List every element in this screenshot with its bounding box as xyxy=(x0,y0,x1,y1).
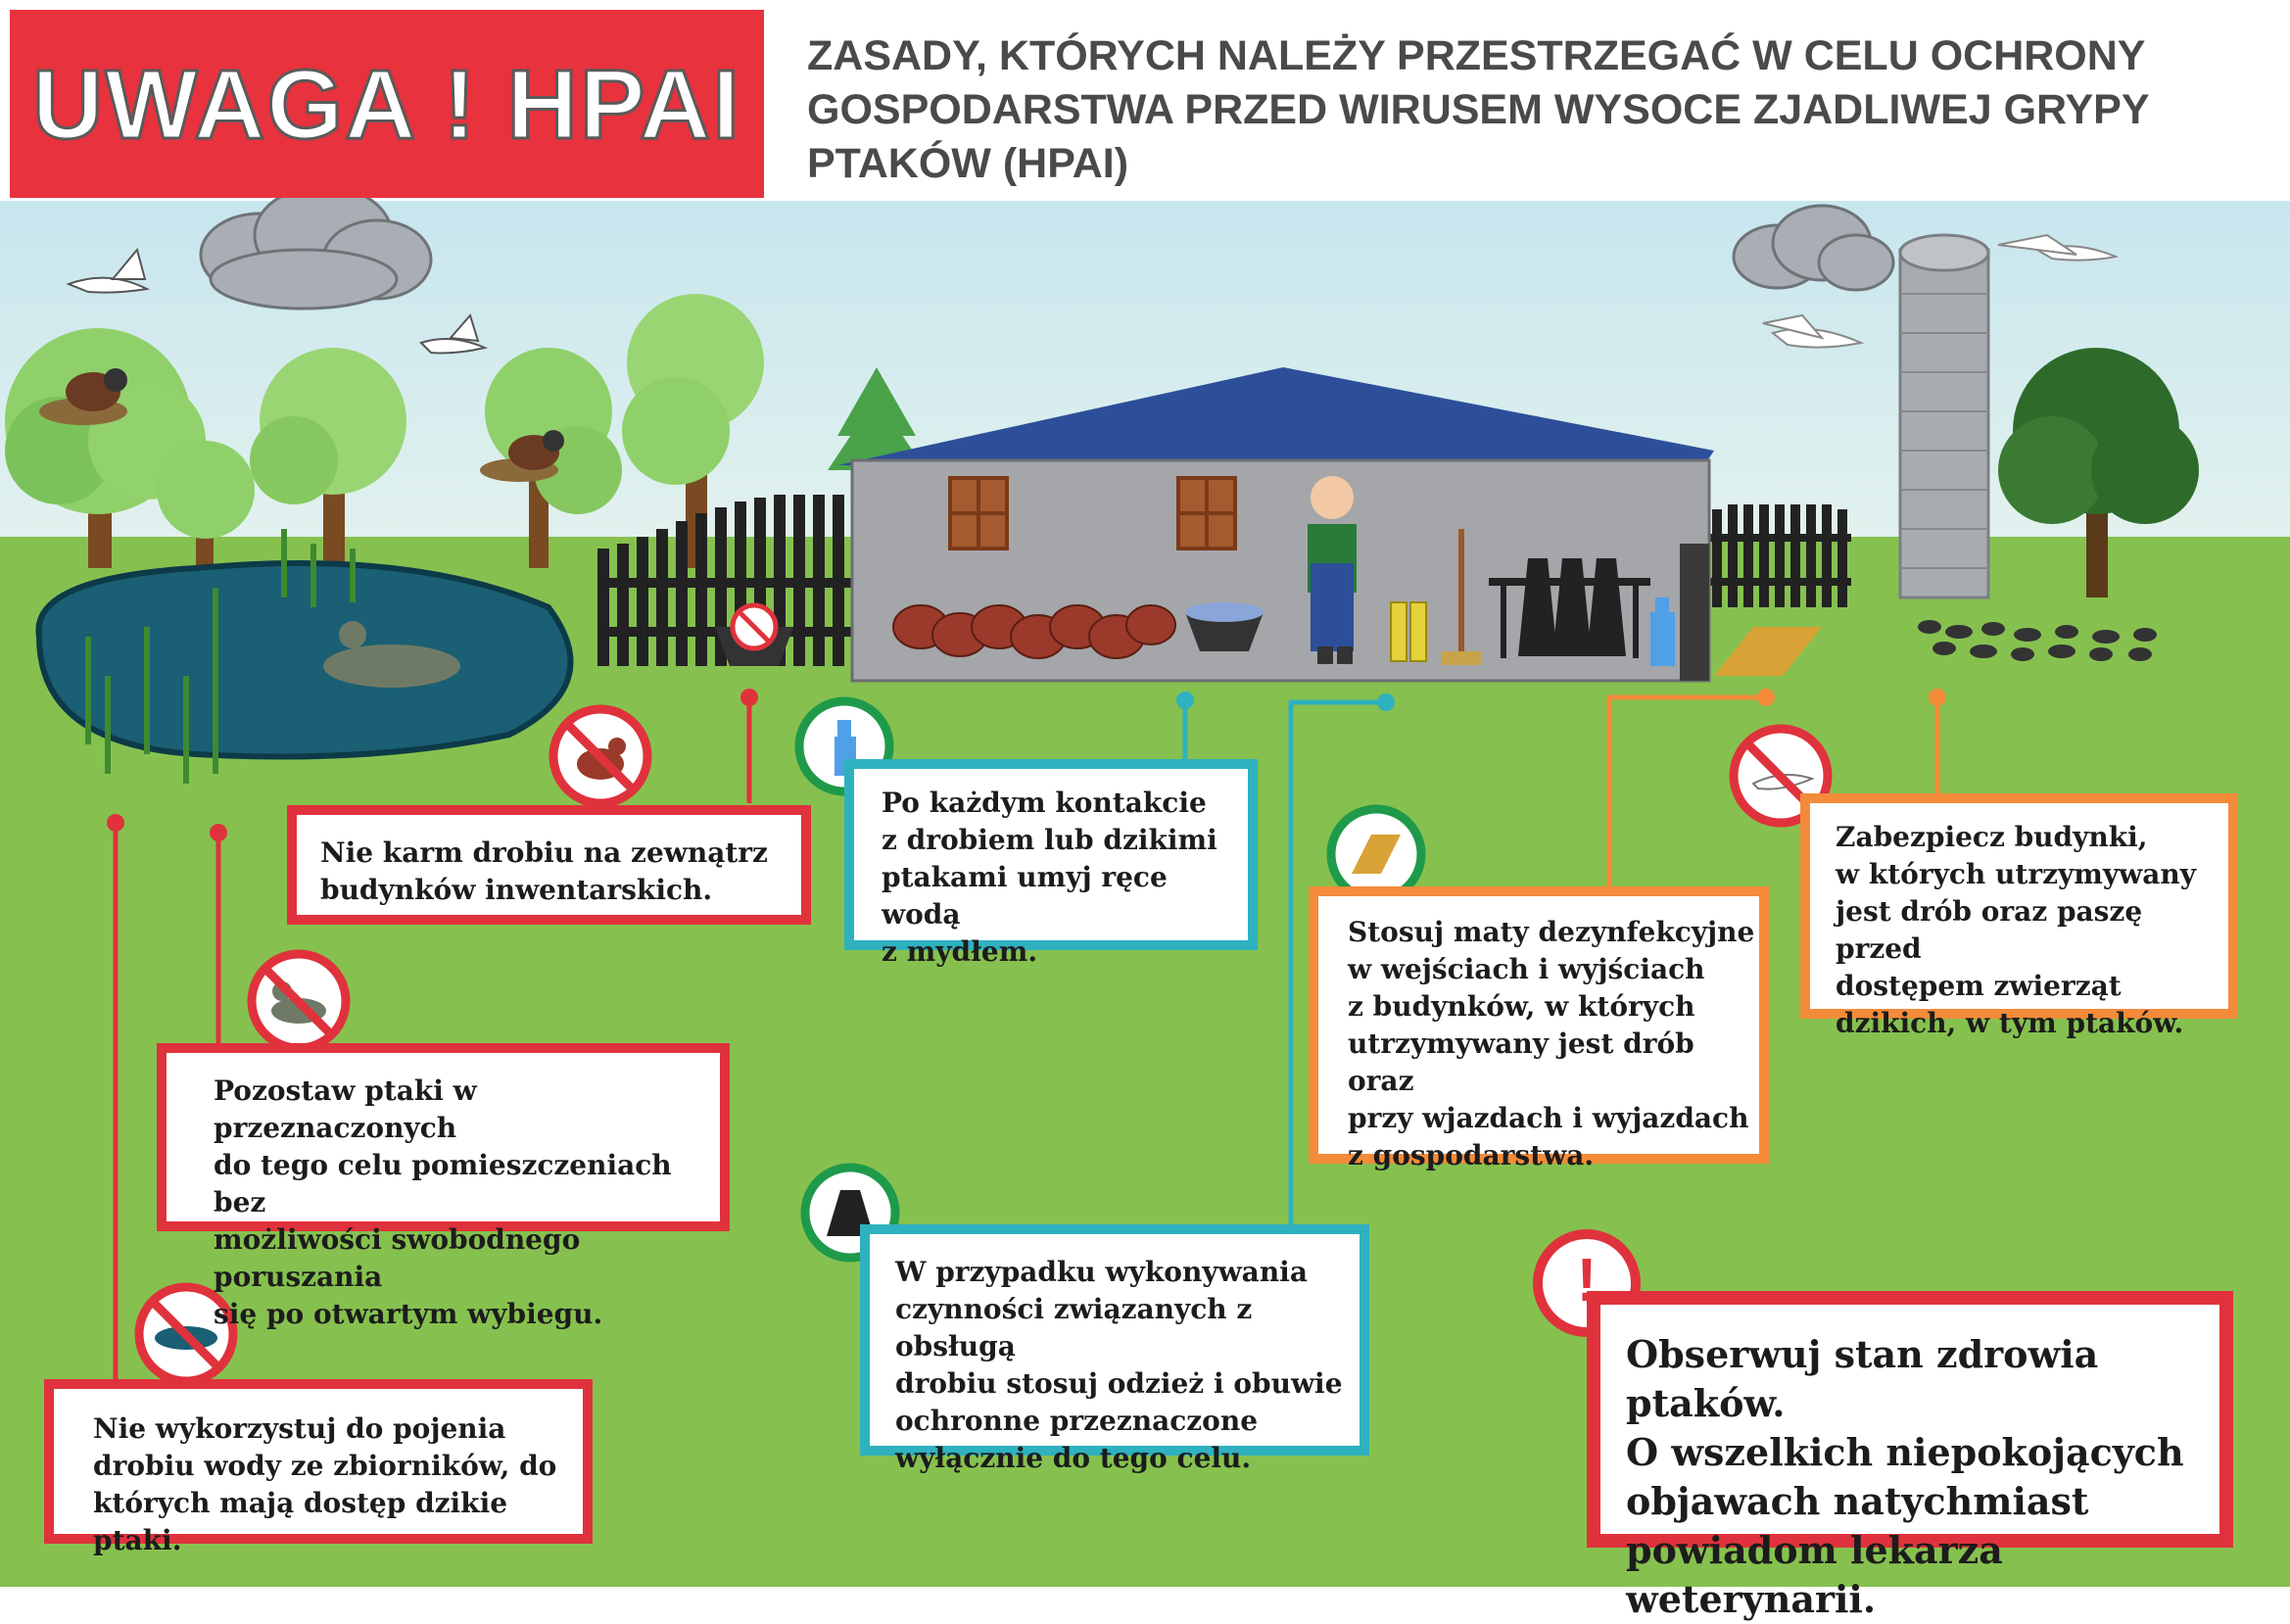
rule-secure-buildings: Zabezpiecz budynki, w których utrzymywany jest drób oraz paszę przed dostępem zwierząt dzikich, w tym ptaków. xyxy=(1800,793,2238,1019)
farmer-icon xyxy=(1308,476,1357,664)
rule-keep-indoors: Pozostaw ptaki w przeznaczonych do tego celu pomieszczeniach bez możliwości swobodnego poruszania się po otwartym wybiegu. xyxy=(157,1043,730,1231)
page-title-line: PTAKÓW (HPAI) xyxy=(807,140,1129,187)
rule-disinfection-mats: Stosuj maty dezynfekcyjne w wejściach i wyjściach z budynków, w których utrzymywany jest drób oraz przy wjazdach i wyjazdach z gospodarstwa. xyxy=(1309,886,1769,1164)
exclamation-mark: ! xyxy=(1576,1247,1598,1314)
rule-feed-outside: Nie karm drobiu na zewnątrz budynków inwentarskich. xyxy=(287,805,811,925)
rule-wash-hands: Po każdym kontakcie z drobiem lub dzikimi ptakami umyj ręce wodą z mydłem. xyxy=(844,759,1258,950)
page-title-line: ZASADY, KTÓRYCH NALEŻY PRZESTRZEGAĆ W CELU OCHRONY xyxy=(807,32,2146,79)
no-chicken-icon xyxy=(553,709,647,803)
pond-icon xyxy=(38,563,570,757)
rule-observe-health: Obserwuj stan zdrowia ptaków. O wszelkich niepokojących objawach natychmiast powiadom lekarza weterynarii. xyxy=(1587,1291,2233,1548)
page-title-line: GOSPODARSTWA PRZED WIRUSEM WYSOCE ZJADLIWEJ GRYPY xyxy=(807,86,2150,133)
silo-icon xyxy=(1900,235,1988,597)
page-title xyxy=(807,29,2257,191)
rule-protective-clothing: W przypadku wykonywania czynności związanych z obsługą drobiu stosuj odzież i obuwie ochronne przeznaczone wyłącznie do tego celu. xyxy=(860,1224,1369,1456)
no-duck-icon xyxy=(252,954,346,1048)
banner-title: UWAGA ! HPAI xyxy=(32,50,741,160)
warning-banner xyxy=(10,10,764,198)
fence-icon xyxy=(1709,504,1851,607)
rule-water-source: Nie wykorzystuj do pojenia drobiu wody ze zbiorników, do których mają dostęp dzikie ptaki. xyxy=(44,1379,593,1544)
